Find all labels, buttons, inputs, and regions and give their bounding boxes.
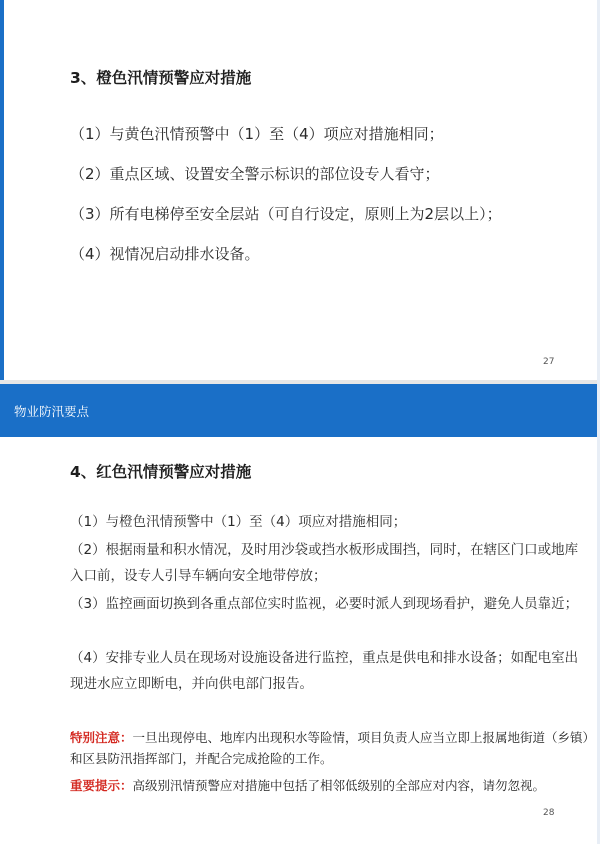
- special-note: [70, 727, 590, 769]
- page-top: [0, 0, 600, 380]
- red-item-3: （3）监控画面切换到各重点部位实时监视，必要时派人到现场看护，避免人员靠近；: [70, 596, 579, 612]
- special-note-label: 特别注意：: [70, 730, 133, 745]
- important-tip-text: 高级别汛情预警应对措施中包括了相邻低级别的全部应对内容，请勿忽视。: [132, 778, 546, 793]
- orange-item-4: （4）视情况启动排水设备。: [70, 245, 260, 263]
- red-item-2: （2）根据雨量和积水情况，及时用沙袋或挡水板形成围挡，同时，在辖区门口或地库入口前，设专人引导车辆向安全地带停放；: [70, 542, 579, 584]
- page-edge-accent: [0, 0, 4, 380]
- important-tip-label: 重要提示：: [70, 778, 133, 793]
- page-number-top: 27: [543, 357, 555, 367]
- orange-warning-heading: 3、橙色汛情预警应对措施: [70, 69, 252, 87]
- page-bottom: [0, 437, 600, 844]
- red-warning-heading: 4、红色汛情预警应对措施: [70, 463, 252, 481]
- section-banner: [0, 384, 600, 437]
- important-tip: [70, 775, 590, 796]
- red-item-4: （4）安排专业人员在现场对设施设备进行监控，重点是供电和排水设备；如配电室出现进水应立即断电，并向供电部门报告。: [70, 650, 579, 692]
- red-item-1: （1）与橙色汛情预警中（1）至（4）项应对措施相同；: [70, 514, 407, 530]
- orange-item-1: （1）与黄色汛情预警中（1）至（4）项应对措施相同；: [70, 125, 444, 143]
- banner-title: 物业防汛要点: [14, 404, 90, 419]
- special-note-text: 一旦出现停电、地库内出现积水等险情，项目负责人应当立即上报属地街道（乡镇）和区县防汛指挥部门，并配合完成抢险的工作。: [70, 730, 589, 766]
- orange-item-3: （3）所有电梯停至安全层站（可自行设定，原则上为2层以上）；: [70, 205, 502, 223]
- page-number-bottom: 28: [543, 808, 555, 818]
- orange-item-2: （2）重点区域、设置安全警示标识的部位设专人看守；: [70, 165, 440, 183]
